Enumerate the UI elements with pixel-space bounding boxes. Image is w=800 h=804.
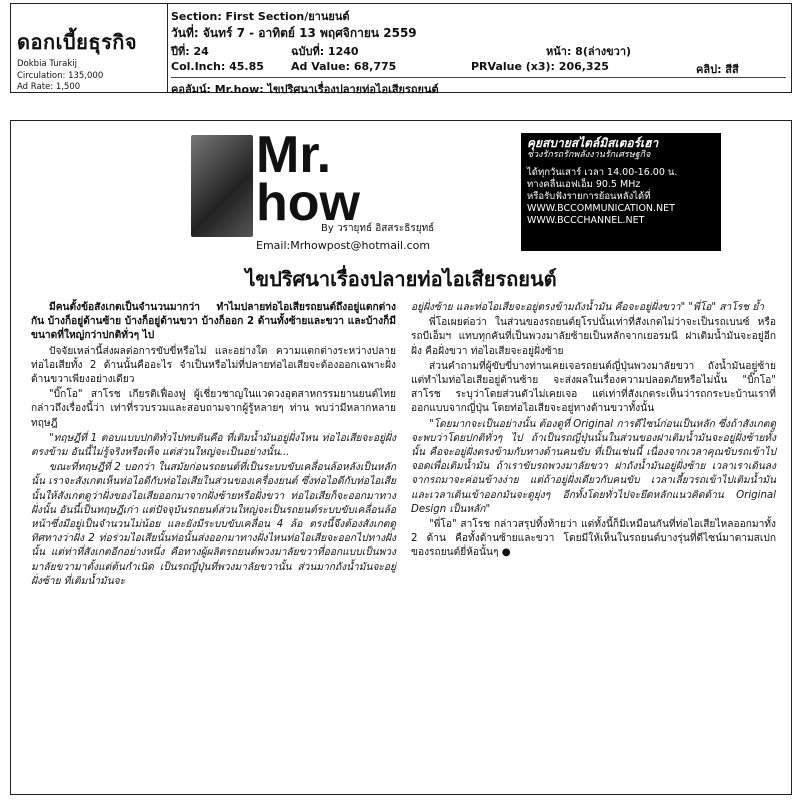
paragraph: อยู่ฝั่งซ้าย และท่อไอเสียจะอยู่ตรงข้ามถังน้ำมัน คือจะอยู่ฝั่งขวา" "พี่โอ" สาโรช ย้ำ — [411, 302, 765, 313]
col-inch: Col.Inch: 45.85 — [171, 60, 264, 73]
clipping-header — [10, 3, 792, 96]
radio-url-1: WWW.BCCOMMUNICATION.NET — [527, 203, 675, 214]
paragraph: ปัจจัยเหล่านี้ส่งผลต่อการขับขี่หรือไม่ และอย่างใด ความแตกต่างระหว่างปลายท่อไอเสียทั้ง 2 ด้านนั้นคืออะไร จำเป็นหรือไม่ที่ปลายท่อไอเสียจะต้องออกเฉพาะฝั่งด้านขวาเพียงอย่างเดียว — [31, 345, 396, 386]
paragraph: พี่โอเผยต่อว่า ในส่วนของรถยนต์ยุโรปนั้นเท่าที่สังเกตไม่ว่าจะเป็นรถเบนซ์ หรือรถบีเอ็มฯ แทบทุกคันที่เป็นพวงมาลัยซ้ายเป็นหลักจากเยอรมนี ฝาเติมน้ำมันจะอยู่อีกฝั่ง คือฝั่งขวา ท่อไอเสียจะอยู่ฝั่งซ้าย — [411, 317, 776, 357]
radio-title: คุยสบายสไตล์มิสเตอร์เฮา — [527, 136, 659, 150]
clipping-meta — [171, 6, 786, 96]
ad-rate: Ad Rate: 1,500 — [17, 82, 81, 92]
circulation: Circulation: 135,000 — [17, 71, 104, 81]
publication-name: ดอกเบี้ยธุรกิจ — [17, 30, 138, 54]
paragraph: "บิ๊กโอ" สาโรช เกียรติเฟื่องฟู ผู้เชี่ยวชาญในแวดวงอุตสาหกรรมยานยนต์ไทย กล่าวถึงเรื่องนี้ว่า เท่าที่รวบรวมและสอบถามจากผู้รู้หลายๆ ท่าน พบว่ามีหลากหลายทฤษฎี — [31, 389, 396, 429]
issue-date: วันที่: จันทร์ 7 - อาทิตย์ 13 พฤศจิกายน 2559 — [171, 26, 417, 40]
radio-time: ได้ทุกวันเสาร์ เวลา 14.00-16.00 น. — [527, 167, 678, 178]
article-headline: ไขปริศนาเรื่องปลายท่อไอเสียรถยนต์ — [245, 267, 557, 291]
publication-box — [11, 4, 168, 92]
article-clipping — [10, 120, 792, 795]
ad-value: Ad Value: 68,775 — [291, 60, 397, 73]
radio-replay: หรือรับฟังรายการย้อนหลังได้ที่ — [527, 191, 651, 202]
paragraph: "ทฤษฎีที่ 1 ตอบแบบปกติทั่วไปทบดินคือ ที่เติมน้ำมันอยู่ฝั่งไหน ท่อไอเสียจะอยู่ฝั่งตรงข้าม อันนี้ไม่รู้จริงหรือเท็จ แต่ส่วนใหญ่จะเป็นอย่างนั้น... — [31, 432, 396, 459]
page-number: หน้า: 8(ล่างขวา) — [546, 45, 632, 58]
column-logo-line2: how — [256, 174, 360, 232]
header-divider — [171, 77, 786, 78]
pr-value: PRValue (x3): 206,325 — [471, 60, 609, 73]
paragraph: ขณะที่ทฤษฎีที่ 2 บอกว่า ในสมัยก่อนรถยนต์ที่เป็นระบบขับเคลื่อนล้อหลังเป็นหลักนั้น เราจะสังเกตเห็นท่อไอดีกับท่อไอเสียในส่วนของเครื่องยนต์ ซึ่งท่อไอดีกับท่อไอเสียนั้นให้สังเกตดูว่าฝั่งของไอเสียออกมาจากฝั่งซ้ายหรือฝั่งขวา ท่อไอเสียก็จะออกมาทางฝั่งนั้น อันนี้เป็นทฤษฎีเก่า แต่ปัจจุบันรถยนต์ส่วนใหญ่จะเป็นรถยนต์ระบบขับเคลื่อนล้อหน้าซึ่งมีอยู่เป็นจำนวนไม่น้อย และยังมีระบบขับเคลื่อน 4 ล้อ ตรงนี้จึงต้องสังเกตดูทิศทางว่าฝั่ง 2 ท่อร่วมไอเสียนั้นท่อนั้นส่งออกมาทางฝั่งไหนท่อไอเสียจะออกไปทางฝั่งนั้น แต่ท่าที่สังเกตอีกอย่างหนึ่ง คือทางผู้ผลิตรถยนต์พวงมาลัยขวาที่ออกแบบเป็นพวงมาลัยขวามาตั้งแต่ต้นกำเนิด เป็นรถญี่ปุ่นที่พวงมาลัยขวานั้น ส่วนมากถังน้ำมันจะอยู่ฝั่งซ้าย ที่เติมน้ำมันจะ — [31, 462, 396, 587]
column-logo-line1: Mr. — [256, 126, 332, 184]
radio-promo-box — [521, 133, 721, 251]
paragraph: มีคนตั้งข้อสังเกตเป็นจำนวนมากว่า ทำไมปลายท่อไอเสียรถยนต์ถึงอยู่แตกต่างกัน บ้างก็อยู่ด้านซ้าย บ้างก็อยู่ด้านขวา บ้างก็ออก 2 ด้านทั้งซ้ายและขวา และบ้างก็มีขนาดที่ใหญ่กว่าปกติทั่วๆ ไป — [31, 302, 396, 342]
author-photo — [191, 135, 253, 237]
author-byline: By วรายุทธ์ อิสสระธิรยุทธ์ — [321, 223, 435, 234]
radio-subtitle: ช่วงรักรถรักพลังงานรักเศรษฐกิจ — [527, 150, 651, 160]
radio-url-2: WWW.BCCCHANNEL.NET — [527, 215, 645, 226]
article-column-left — [31, 301, 396, 590]
section: Section: First Section/ยานยนต์ — [171, 10, 350, 23]
radio-frequency: ทางคลื่นเอฟเอ็ม 90.5 MHz — [527, 179, 641, 190]
clip-color: คลิป: สีสี — [696, 63, 739, 76]
publisher-name: Dokbia Turakij — [17, 59, 77, 69]
paragraph: ส่วนคำถามที่ผู้ขับขี่บางท่านเคยเจอรถยนต์ญี่ปุ่นพวงมาลัยขวา ถังน้ำมันอยู่ซ้าย แต่ทำไมท่อไอเสียอยู่ด้านซ้าย จะส่งผลในเรื่องความปลอดภัยหรือไม่นั้น "บิ๊กโอ" สาโรช ระบุว่าโดยส่วนตัวไม่เคยเจอ แต่เท่าที่สังเกตระเห็นว่ารถกระบะบ้านเราที่ออกแบบจากญี่ปุ่น โดยท่อไอเสียจะอยู่ทางด้านขวาทั้งนั้น — [411, 360, 776, 415]
column-masthead — [101, 126, 701, 253]
issue-number: ฉบับที่: 1240 — [291, 45, 359, 58]
column-logo — [256, 126, 360, 232]
year: ปีที่: 24 — [171, 45, 209, 58]
article-column-right — [411, 301, 776, 562]
paragraph: "โดยมากจะเป็นอย่างนั้น ต้องดูที่ Original การดีไซน์ก่อนเป็นหลัก ซึ่งถ้าสังเกตดูจะพบว่าโดยปกติทั่วๆ ไป ถ้าเป็นรถญี่ปุ่นนั้นในส่วนของฝาเติมน้ำมันจะอยู่ฝั่งซ้ายทั้งนั้น คือจะอยู่ฝั่งตรงข้ามกับทางด้านคนขับ ที่เป็นเช่นนี้ เนื่องจากเวลาคุณขับรถเข้าไปจอดเพื่อเติมน้ำมัน ถ้าเราขับรถพวงมาลัยขวา ฝาถังน้ำมันอยู่ฝั่งซ้าย เวลาเราเดินลงจากรถมาจะค่อนข้างง่าย แต่ถ้าอยู่ฝั่งเดียวกับคนขับ เวลาเลี้ยวรถเข้าไปเติมน้ำมัน และเวลาเดินเข้าออกมันจะดูยุ่งๆ อีกทั้งโดยทั่วไปจะยึดหลักแนวคิดด้าน Original Design เป็นหลัก" — [411, 418, 776, 515]
column-name: คอลัมน์: Mr.how: ไขปริศนาเรื่องปลายท่อไอเสียรถยนต์ — [171, 83, 439, 96]
author-email: Email:Mrhowpost@hotmail.com — [256, 239, 431, 252]
paragraph: "พี่โอ" สาโรช กล่าวสรุปทิ้งท้ายว่า แต่ทั้งนี้ก็มีเหมือนกันที่ท่อไอเสียไหลออกมาทั้ง 2 ด้าน คือทั้งด้านซ้ายและขวา โดยมีให้เห็นในรถยนต์บางรุ่นที่ดีไซน์มาตามสเปกของรถยนต์ยี่ห้อนั้นๆ ● — [411, 519, 776, 559]
